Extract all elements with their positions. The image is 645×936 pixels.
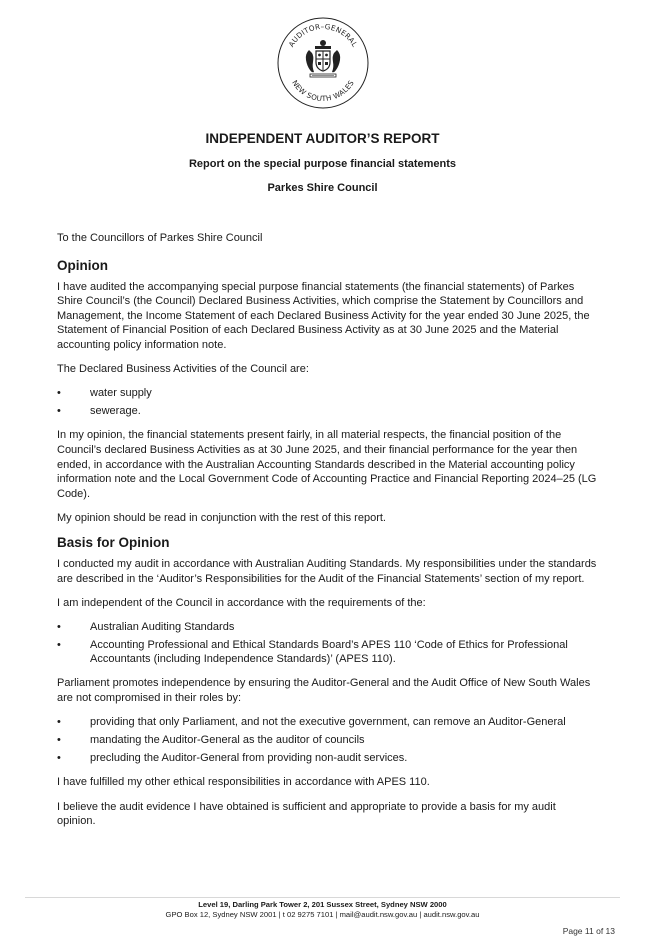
list-item: • precluding the Auditor-General from providing non-audit services. bbox=[57, 752, 408, 765]
bullet: • bbox=[57, 716, 61, 729]
footer-address: Level 19, Darling Park Tower 2, 201 Sussex Street, Sydney NSW 2000 bbox=[198, 900, 447, 909]
opinion-paragraph-2: The Declared Business Activities of the Council are: bbox=[57, 363, 309, 376]
basis-paragraph-3: Parliament promotes independence by ensuring the Auditor-General and the Audit Office of New South Wales are not compromised in their roles by: bbox=[57, 677, 591, 705]
svg-text:NEW SOUTH WALES bbox=[290, 78, 356, 103]
opinion-paragraph-3: In my opinion, the financial statements present fairly, in all material respects, the financial position of the Council’s declared Business Activities as at 30 June 2025, and their financial performance for the year then ended, in accordance with the Australian Accounting Standards described in the Material accounting policy information note and the Local Government Code of Accounting Practice and Financial Reporting 2024–25 (LG Code). bbox=[57, 429, 597, 500]
opinion-paragraph-4: My opinion should be read in conjunction with the rest of this report. bbox=[57, 511, 386, 524]
report-body bbox=[57, 231, 597, 838]
list-item: • water supply bbox=[57, 387, 152, 400]
audit-office-seal bbox=[276, 16, 370, 110]
opinion-paragraph-1: I have audited the accompanying special purpose financial statements (the financial statements) of Parkes Shire Council’s (the Council) Declared Business Activities, which comprise the Statement by Councillors and Management, the Income Statement of each Declared Business Activity for the year ended 30 June 2025, the Statement of Financial Position of each Declared Business Activity as at 30 June 2025 and the Material accounting policy information note. bbox=[57, 280, 590, 351]
list-item: • Accounting Professional and Ethical Standards Board’s APES 110 ‘Code of Ethics for Professional Accountants (including Independence Standards)’ (APES 110). bbox=[57, 638, 568, 666]
basis-paragraph-4: I have fulfilled my other ethical responsibilities in accordance with APES 110. bbox=[57, 776, 430, 789]
list-item: • mandating the Auditor-General as the auditor of councils bbox=[57, 734, 365, 747]
report-title: INDEPENDENT AUDITOR’S REPORT bbox=[205, 131, 440, 146]
bullet: • bbox=[57, 752, 61, 765]
bullet: • bbox=[57, 387, 61, 400]
page-number: Page 11 of 13 bbox=[562, 926, 615, 936]
addressee: To the Councillors of Parkes Shire Council bbox=[57, 232, 263, 244]
bullet: • bbox=[57, 620, 61, 633]
coat-of-arms-icon bbox=[306, 40, 340, 77]
list-item: • Australian Auditing Standards bbox=[57, 620, 235, 633]
opinion-heading: Opinion bbox=[57, 257, 108, 273]
bullet: • bbox=[57, 638, 61, 651]
basis-paragraph-5: I believe the audit evidence I have obtained is sufficient and appropriate to provide a basis for my audit opinion. bbox=[57, 800, 556, 828]
activities-list bbox=[57, 386, 597, 419]
seal-bottom-text: NEW SOUTH WALES bbox=[290, 78, 356, 104]
bullet: • bbox=[57, 405, 61, 418]
list-item: • sewerage. bbox=[57, 405, 141, 418]
bullet: • bbox=[57, 734, 61, 747]
entity-name: Parkes Shire Council bbox=[267, 182, 378, 194]
basis-paragraph-2: I am independent of the Council in accordance with the requirements of the: bbox=[57, 596, 426, 609]
footer-contact: GPO Box 12, Sydney NSW 2001 | t 02 9275 7101 | mail@audit.nsw.gov.au | audit.nsw.gov.au bbox=[165, 910, 480, 919]
roles-list bbox=[57, 715, 597, 766]
requirements-list bbox=[57, 620, 597, 667]
footer-divider bbox=[25, 897, 620, 898]
report-subtitle: Report on the special purpose financial statements bbox=[188, 158, 457, 170]
basis-heading: Basis for Opinion bbox=[57, 534, 170, 550]
basis-paragraph-1: I conducted my audit in accordance with Australian Auditing Standards. My responsibilities under the standards are described in the ‘Auditor’s Responsibilities for the Audit of the Financial Statements’ section of my report. bbox=[57, 557, 597, 585]
seal-top-text: AUDITOR–GENERAL bbox=[286, 21, 360, 49]
list-item: • providing that only Parliament, and not the executive government, can remove an Auditor-General bbox=[57, 716, 566, 729]
